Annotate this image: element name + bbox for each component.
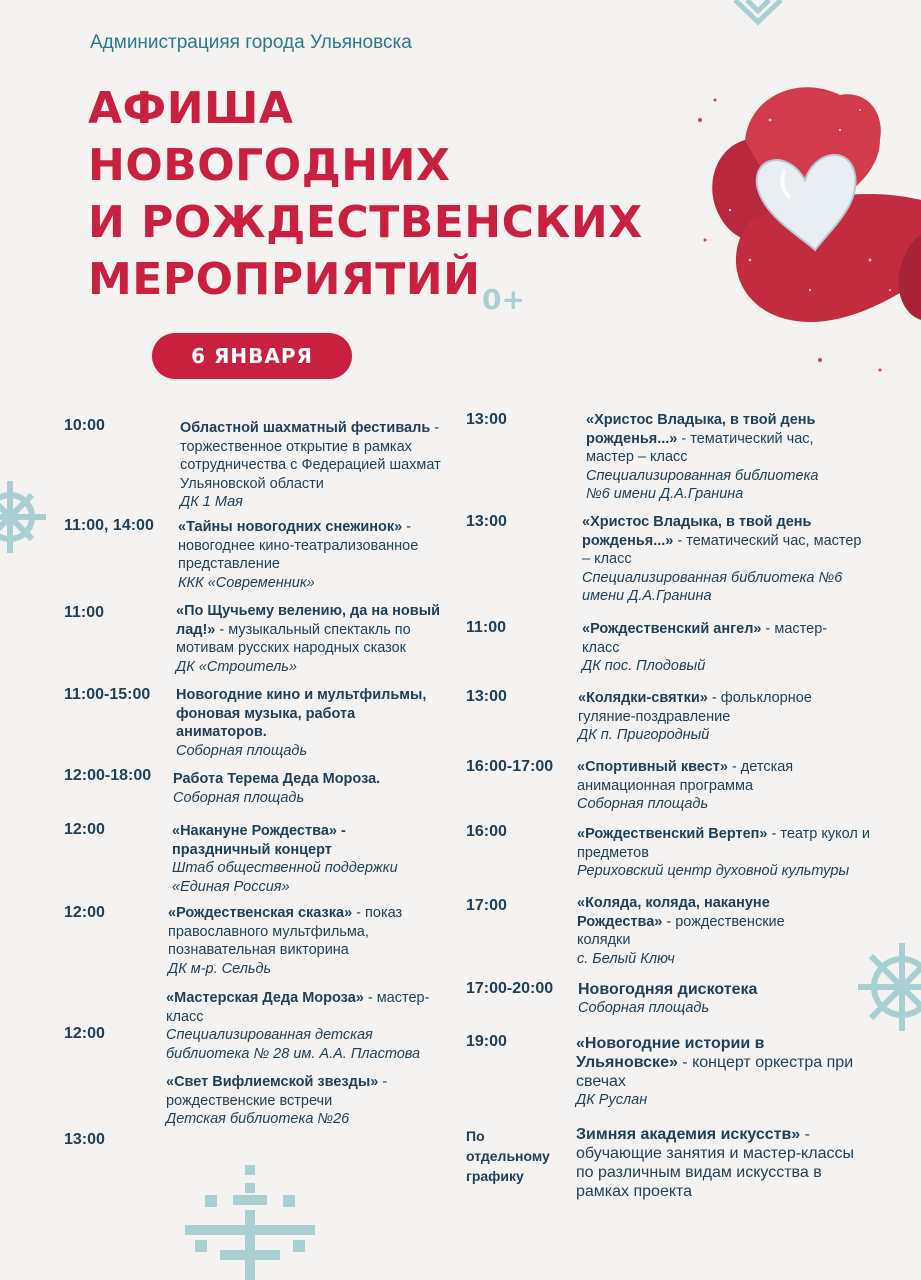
- event-item: [577, 758, 817, 814]
- event-item: [582, 620, 852, 676]
- event-desc: - обучающие занятия и мастер-классы по различным видам искусства в рамках проекта: [576, 1126, 854, 1200]
- event-place: ДК Руслан: [576, 1092, 648, 1108]
- event-time: 10:00: [64, 417, 105, 434]
- event-place: Соборная площадь: [578, 1000, 710, 1016]
- title-line-3: И РОЖДЕСТВЕНСКИХ: [88, 197, 643, 248]
- event-time: 13:00: [466, 513, 507, 530]
- event-item: [166, 1073, 426, 1129]
- event-title: «Колядки-святки»: [578, 690, 708, 706]
- event-place: ДК пос. Плодовый: [582, 658, 706, 674]
- event-place: Соборная площадь: [577, 796, 709, 812]
- event-desc: - детская анимационная программа: [577, 759, 794, 794]
- event-title: «Коляда, коляда, накануне Рождества»: [577, 895, 770, 930]
- event-place: Соборная площадь: [173, 789, 305, 806]
- event-time: 12:00: [64, 904, 105, 921]
- age-rating: 0+: [482, 283, 525, 316]
- event-item: [576, 1034, 866, 1110]
- event-place: с. Белый Ключ: [577, 950, 675, 967]
- event-time: 12:00: [64, 821, 105, 838]
- event-desc: - тематический час, мастер – класс: [582, 532, 862, 567]
- event-desc: - музыкальный спектакль по мотивам русских народных сказок: [176, 621, 411, 656]
- snowflake-left-icon: [0, 476, 54, 558]
- event-item: [586, 411, 846, 504]
- event-time: 17:00-20:00: [466, 980, 554, 997]
- event-time: 11:00, 14:00: [64, 517, 154, 534]
- event-desc: - концерт оркестра при свечах: [576, 1054, 854, 1090]
- event-title: «По Щучьему велению, да на новый лад!»: [176, 603, 441, 638]
- ornament-top-icon: [727, 0, 789, 28]
- event-place: ДК м-р. Сельдь: [168, 960, 272, 977]
- event-title: «Христос Владыка, в твой день рожденья...»: [582, 514, 812, 549]
- event-item: [576, 1125, 856, 1201]
- event-time: 11:00: [466, 619, 507, 636]
- event-title: «Свет Вифлиемской звезды»: [166, 1074, 379, 1090]
- event-time: 11:00: [64, 604, 105, 621]
- event-time: 19:00: [466, 1033, 507, 1050]
- event-title: «Рождественская сказка»: [168, 905, 353, 921]
- event-time: 13:00: [64, 1131, 105, 1148]
- event-time: 17:00: [466, 897, 507, 914]
- event-place: ДК «Строитель»: [176, 658, 297, 675]
- event-time: 12:00-18:00: [64, 767, 152, 784]
- event-item: [578, 980, 838, 1018]
- event-title: «Мастерская Деда Мороза»: [166, 990, 364, 1006]
- event-title: «Спортивный квест»: [577, 759, 728, 775]
- title-line-1: АФИША: [88, 83, 294, 134]
- admin-caption: Администрацияя города Ульяновска: [90, 32, 412, 53]
- event-desc: - мастер-класс: [582, 621, 828, 656]
- event-desc: - фольклорное гуляние-поздравление: [578, 690, 812, 725]
- title-line-2: НОВОГОДНИХ: [88, 140, 451, 191]
- page-title: [88, 80, 643, 308]
- event-item: [180, 419, 450, 512]
- event-item: [173, 770, 433, 807]
- event-title: «Рождественский Вертеп»: [577, 826, 768, 842]
- event-place: Детская библиотека №26: [166, 1111, 350, 1127]
- event-item: [578, 689, 838, 745]
- event-desc: - тематический час, мастер – класс: [586, 430, 814, 465]
- event-place: Специализированная библиотека №6 имени Д.А.Гранина: [582, 569, 843, 604]
- event-time: По отдельному графику: [466, 1128, 550, 1184]
- title-line-4: МЕРОПРИЯТИЙ: [88, 254, 481, 305]
- event-place: Рериховский центр духовной культуры: [577, 863, 850, 879]
- event-desc: - театр кукол и предметов: [577, 826, 870, 861]
- event-place: ДК п. Пригородный: [578, 727, 710, 743]
- event-place: Штаб общественной поддержки «Единая Россия»: [172, 860, 398, 895]
- event-title: «Накануне Рождества» - праздничный концерт: [172, 823, 346, 858]
- event-title: «Новогодние истории в Ульяновске»: [576, 1035, 765, 1071]
- mittens-heart-illustration: [690, 60, 921, 390]
- event-time: 13:00: [466, 411, 507, 428]
- event-time: 16:00-17:00: [466, 758, 554, 775]
- event-item: [577, 894, 827, 968]
- date-label: 6 ЯНВАРЯ: [191, 344, 313, 368]
- event-title: Новогодние кино и мультфильмы, фоновая музыка, работа аниматоров.: [176, 687, 427, 740]
- event-title: Зимняя академия искусств»: [576, 1126, 801, 1143]
- snowflake-bottom-icon: [185, 1165, 315, 1280]
- event-title: Областной шахматный фестиваль: [180, 420, 431, 436]
- event-title: «Христос Владыка, в твой день рожденья...»: [586, 412, 816, 447]
- event-item: [178, 518, 448, 592]
- date-badge: [152, 333, 352, 379]
- event-title: Новогодняя дискотека: [578, 981, 758, 998]
- event-place: ДК 1 Мая: [180, 494, 243, 510]
- event-title: Работа Терема Деда Мороза.: [173, 771, 381, 787]
- event-item: [172, 822, 432, 896]
- event-item: [166, 989, 448, 1063]
- event-time: 16:00: [466, 823, 507, 840]
- event-desc: - торжественное открытие в рамках сотрудничества с Федерацией шахмат Ульяновской области: [180, 420, 441, 492]
- event-item: [176, 686, 436, 760]
- event-item: [176, 602, 448, 676]
- snowflake-right-icon: [852, 937, 921, 1037]
- event-title: «Тайны новогодних снежинок»: [178, 519, 403, 535]
- event-place: Специализированная детская библиотека № 28 им. А.А. Пластова: [166, 1027, 421, 1062]
- event-desc: - рождественские колядки: [577, 913, 785, 948]
- event-place: ККК «Современник»: [178, 574, 315, 591]
- event-item: [168, 904, 420, 978]
- event-place: Специализированная библиотека №6 имени Д.А.Гранина: [586, 467, 819, 502]
- event-desc: - новогоднее кино-театрализованное представление: [178, 519, 419, 572]
- event-desc: - мастер-класс: [166, 990, 430, 1025]
- event-item: [577, 825, 877, 881]
- event-time: 12:00: [64, 1025, 105, 1042]
- event-item: [582, 513, 872, 606]
- event-time: 13:00: [466, 688, 507, 705]
- event-time: 11:00-15:00: [64, 686, 151, 703]
- event-place: Соборная площадь: [176, 742, 308, 759]
- event-desc: - показ православного мультфильма, познавательная викторина: [168, 905, 403, 958]
- event-desc: - рождественские встречи: [166, 1074, 388, 1109]
- event-title: «Рождественский ангел»: [582, 621, 762, 637]
